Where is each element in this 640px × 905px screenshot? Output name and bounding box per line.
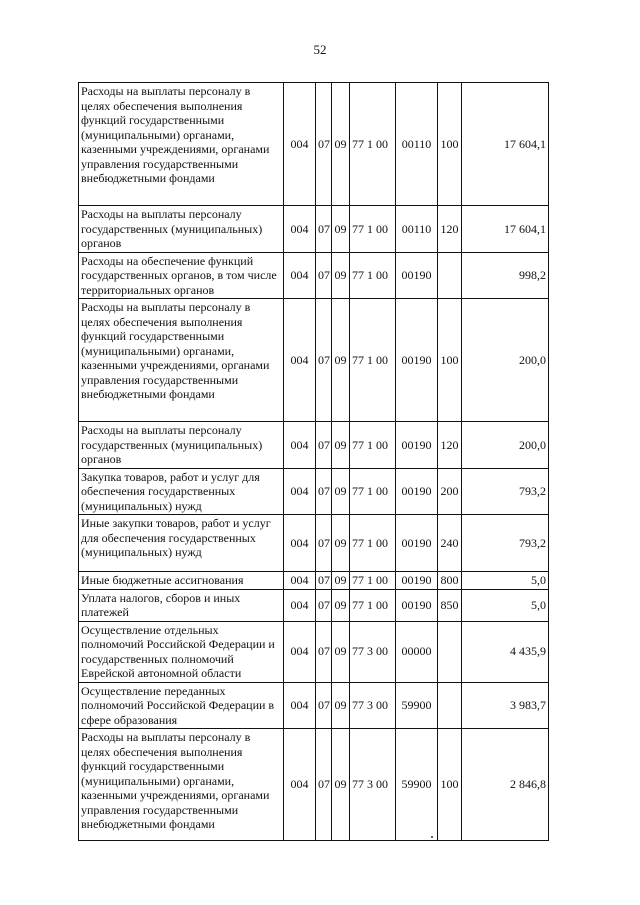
ved-code-cell: 004 [284, 515, 316, 572]
row-name-cell: Осуществление отдельных полномочий Российской Федерации и государственных полномочий Еврейской автономной области [79, 621, 284, 682]
amount-cell: 200,0 [462, 422, 549, 469]
row-name-cell: Иные закупки товаров, работ и услуг для обеспечения государственных (муниципальных) нужд [79, 515, 284, 572]
program-code-cell: 77 3 00 [350, 682, 396, 729]
ved-code-cell: 004 [284, 589, 316, 621]
program-code-cell: 77 1 00 [350, 422, 396, 469]
direction-code-cell: 00190 [396, 422, 438, 469]
section-code-cell: 07 [316, 515, 332, 572]
program-code-cell: 77 3 00 [350, 729, 396, 841]
direction-code-cell: 00110 [396, 206, 438, 253]
row-name-cell: Уплата налогов, сборов и иных платежей [79, 589, 284, 621]
amount-cell: 998,2 [462, 252, 549, 299]
program-code-cell: 77 1 00 [350, 468, 396, 515]
ved-code-cell: 004 [284, 252, 316, 299]
expense-type-cell [438, 682, 462, 729]
row-name-cell: Расходы на выплаты персоналу в целях обеспечения выполнения функций государственными (муниципальными) органами, казенными учреждениями, органами управления государственными внебюджетными фондами [79, 299, 284, 422]
expense-type-cell [438, 252, 462, 299]
direction-code-cell: 00190 [396, 468, 438, 515]
subsection-code-cell: 09 [332, 252, 350, 299]
table-row [79, 468, 549, 515]
section-code-cell: 07 [316, 252, 332, 299]
row-name-cell: Расходы на выплаты персоналу в целях обеспечения выполнения функций государственными (муниципальными) органами, казенными учреждениями, органами управления государственными внебюджетными фондами [79, 83, 284, 206]
expense-type-cell: 850 [438, 589, 462, 621]
table-row [79, 729, 549, 841]
row-name-cell: Расходы на выплаты персоналу государственных (муниципальных) органов [79, 206, 284, 253]
expense-type-cell [438, 621, 462, 682]
ved-code-cell: 004 [284, 572, 316, 590]
expense-type-cell: 120 [438, 206, 462, 253]
direction-code-cell: 59900 [396, 729, 438, 841]
section-code-cell: 07 [316, 422, 332, 469]
program-code-cell: 77 3 00 [350, 621, 396, 682]
table-row [79, 252, 549, 299]
amount-cell: 5,0 [462, 589, 549, 621]
subsection-code-cell: 09 [332, 729, 350, 841]
program-code-cell: 77 1 00 [350, 572, 396, 590]
subsection-code-cell: 09 [332, 621, 350, 682]
subsection-code-cell: 09 [332, 589, 350, 621]
table-row [79, 589, 549, 621]
section-code-cell: 07 [316, 682, 332, 729]
amount-cell: 17 604,1 [462, 83, 549, 206]
row-name-cell: Закупка товаров, работ и услуг для обеспечения государственных (муниципальных) нужд [79, 468, 284, 515]
table-row [79, 299, 549, 422]
expense-type-cell: 100 [438, 83, 462, 206]
direction-code-cell: 00190 [396, 252, 438, 299]
ved-code-cell: 004 [284, 468, 316, 515]
amount-cell: 17 604,1 [462, 206, 549, 253]
program-code-cell: 77 1 00 [350, 589, 396, 621]
section-code-cell: 07 [316, 468, 332, 515]
row-name-cell: Осуществление переданных полномочий Российской Федерации в сфере образования [79, 682, 284, 729]
section-code-cell: 07 [316, 589, 332, 621]
amount-cell: 5,0 [462, 572, 549, 590]
direction-code-cell: 00190 [396, 589, 438, 621]
amount-cell: 2 846,8 [462, 729, 549, 841]
program-code-cell: 77 1 00 [350, 299, 396, 422]
scan-speck [431, 836, 433, 838]
table-row [79, 206, 549, 253]
ved-code-cell: 004 [284, 682, 316, 729]
direction-code-cell: 59900 [396, 682, 438, 729]
subsection-code-cell: 09 [332, 299, 350, 422]
program-code-cell: 77 1 00 [350, 252, 396, 299]
ved-code-cell: 004 [284, 422, 316, 469]
section-code-cell: 07 [316, 299, 332, 422]
amount-cell: 200,0 [462, 299, 549, 422]
section-code-cell: 07 [316, 729, 332, 841]
table-row [79, 422, 549, 469]
expense-type-cell: 240 [438, 515, 462, 572]
section-code-cell: 07 [316, 206, 332, 253]
expense-type-cell: 100 [438, 299, 462, 422]
direction-code-cell: 00000 [396, 621, 438, 682]
amount-cell: 793,2 [462, 468, 549, 515]
expense-type-cell: 120 [438, 422, 462, 469]
table-row [79, 515, 549, 572]
ved-code-cell: 004 [284, 83, 316, 206]
ved-code-cell: 004 [284, 299, 316, 422]
budget-table [78, 82, 549, 841]
table-row [79, 621, 549, 682]
direction-code-cell: 00190 [396, 299, 438, 422]
direction-code-cell: 00110 [396, 83, 438, 206]
subsection-code-cell: 09 [332, 515, 350, 572]
section-code-cell: 07 [316, 83, 332, 206]
budget-table-body [79, 83, 549, 841]
amount-cell: 4 435,9 [462, 621, 549, 682]
table-row [79, 83, 549, 206]
row-name-cell: Расходы на выплаты персоналу в целях обеспечения выполнения функций государственными (муниципальными) органами, казенными учреждениями, органами управления государственными внебюджетными фондами [79, 729, 284, 841]
ved-code-cell: 004 [284, 621, 316, 682]
expense-type-cell: 100 [438, 729, 462, 841]
section-code-cell: 07 [316, 621, 332, 682]
program-code-cell: 77 1 00 [350, 206, 396, 253]
row-name-cell: Расходы на выплаты персоналу государственных (муниципальных) органов [79, 422, 284, 469]
expense-type-cell: 200 [438, 468, 462, 515]
page-number: 52 [313, 42, 327, 57]
subsection-code-cell: 09 [332, 206, 350, 253]
subsection-code-cell: 09 [332, 682, 350, 729]
subsection-code-cell: 09 [332, 572, 350, 590]
amount-cell: 3 983,7 [462, 682, 549, 729]
program-code-cell: 77 1 00 [350, 515, 396, 572]
row-name-cell: Иные бюджетные ассигнования [79, 572, 284, 590]
table-row [79, 682, 549, 729]
ved-code-cell: 004 [284, 206, 316, 253]
expense-type-cell: 800 [438, 572, 462, 590]
table-row [79, 572, 549, 590]
ved-code-cell: 004 [284, 729, 316, 841]
section-code-cell: 07 [316, 572, 332, 590]
subsection-code-cell: 09 [332, 83, 350, 206]
direction-code-cell: 00190 [396, 515, 438, 572]
subsection-code-cell: 09 [332, 468, 350, 515]
amount-cell: 793,2 [462, 515, 549, 572]
direction-code-cell: 00190 [396, 572, 438, 590]
program-code-cell: 77 1 00 [350, 83, 396, 206]
row-name-cell: Расходы на обеспечение функций государственных органов, в том числе территориальных органов [79, 252, 284, 299]
subsection-code-cell: 09 [332, 422, 350, 469]
